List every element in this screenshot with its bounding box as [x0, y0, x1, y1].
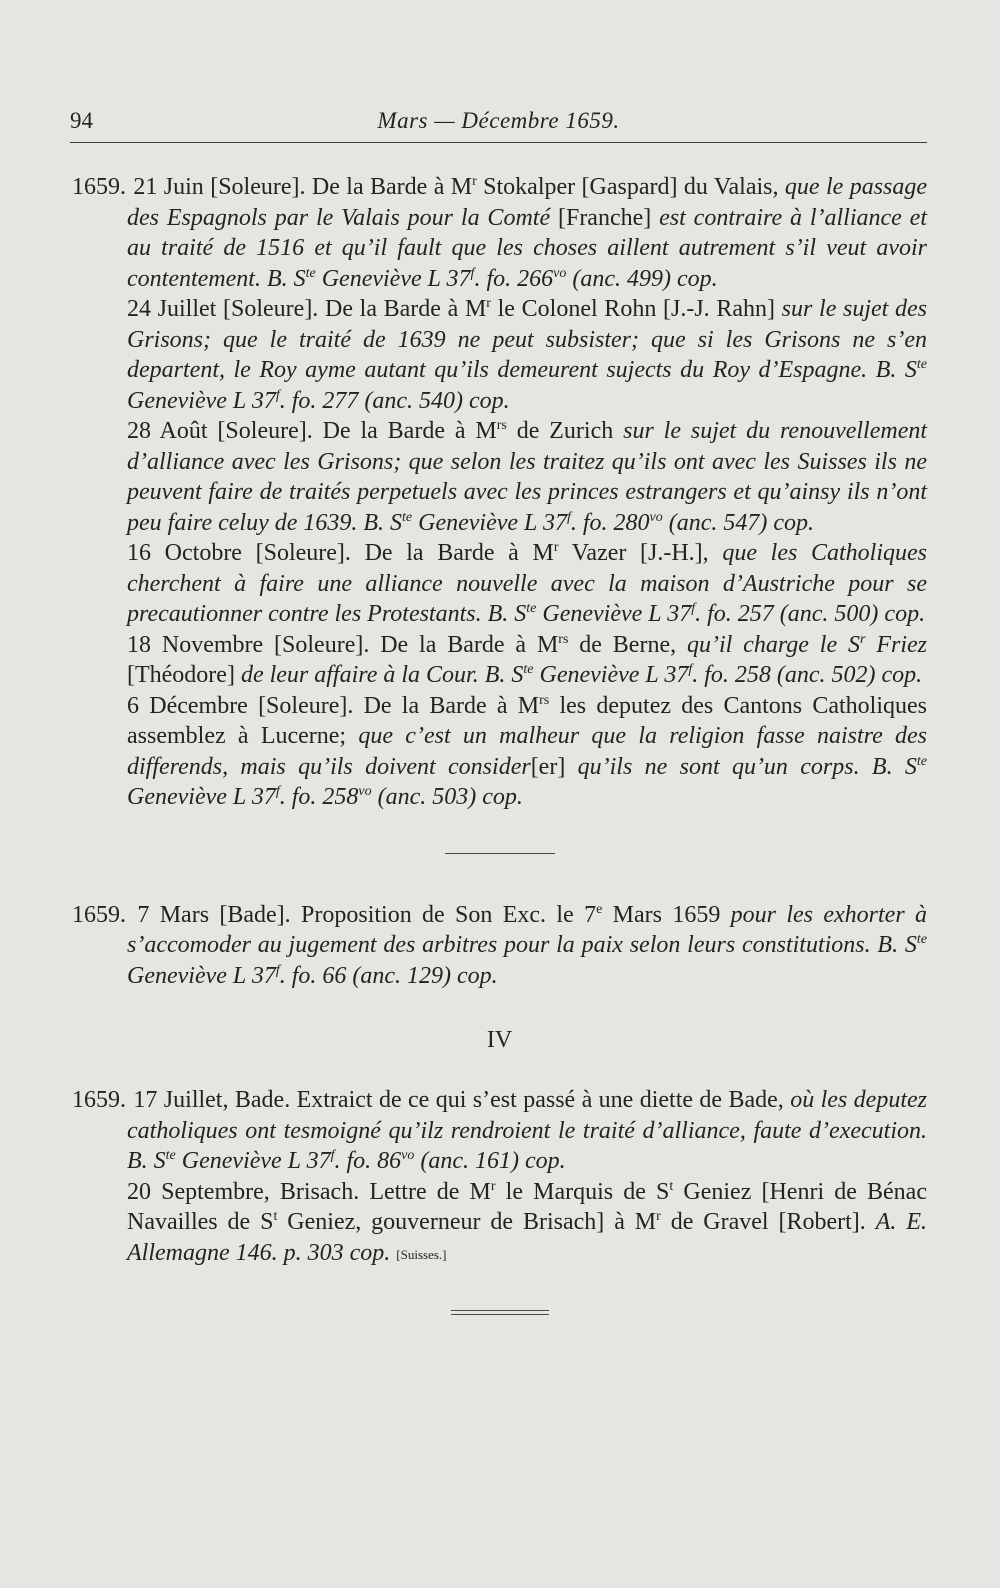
entry-summary: . fo. 266 [474, 265, 554, 292]
superscript: f [330, 1148, 335, 1163]
superscript: t [273, 1209, 278, 1224]
entry-summary: est contraire à l’alliance et au traité de 1516 et qu’il fault que les choses aillent autrement s’il veut avoir contentement. B. S [127, 204, 928, 292]
entry-1659-07-24 [72, 294, 927, 416]
entry-summary: de leur affaire à la Cour. B. S [240, 662, 524, 688]
entry-summary: . fo. 277 (anc. 540) cop. [279, 387, 510, 414]
superscript: vo [401, 1148, 415, 1163]
entry-summary: sur le sujet du renouvellement d’alliance avec les Grisons; que selon les traitez qu’ils ont avec les Suisses ils ne peuvent faire de traités perpetuels avec les princes estrangers et qu’ainsy ils n’ont peu faire celuy de 1639. B. S [127, 418, 928, 536]
entry-1659-07-17 [72, 1085, 927, 1177]
entry-summary: . fo. 280 [570, 509, 650, 536]
superscript: f [275, 784, 280, 799]
entry-note: [Franche] [550, 204, 660, 231]
entry-summary: . fo. 258 (anc. 502) cop. [692, 662, 923, 688]
entry-year: 1659. [72, 901, 126, 928]
entry-summary: sur le sujet des Grisons; que le traité de 1639 ne peut subsister; que si les Grisons ne s’en departent, le Roy ayme autant qu’ils demeurent sujects du Roy d’Espagne. B. S [127, 296, 928, 383]
section-3 [72, 1085, 927, 1270]
entry-summary: (anc. 503) cop. [371, 784, 523, 810]
section-2 [72, 900, 927, 992]
page-body [72, 172, 927, 1318]
entry-heading: le Marquis de S [495, 1178, 670, 1205]
entry-summary: . fo. 258 [279, 784, 359, 810]
entry-1659-09-20 [72, 1177, 927, 1271]
superscript: rs [496, 418, 507, 433]
entry-heading: 17 Juillet, Bade. Extraict de ce qui s’est passé à une diette de Bade, [133, 1087, 784, 1113]
entry-year: 1659. [72, 1087, 126, 1113]
section-divider [445, 853, 555, 854]
entry-1659-08-28 [72, 416, 927, 538]
entry-heading: Vazer [J.-H.], [558, 540, 723, 566]
superscript: vo [553, 265, 567, 281]
entry-heading: 21 Juin [Soleure]. De la Barde à M [133, 174, 473, 200]
superscript: r [860, 631, 866, 647]
entry-heading: Geniez, gouverneur de Brisach] à M [277, 1209, 657, 1235]
entry-heading: 6 Décembre [Soleure]. De la Barde à M [127, 692, 540, 719]
superscript: rs [539, 692, 550, 708]
entry-summary: Geneviève L 37 [175, 1148, 331, 1174]
superscript: r [486, 296, 491, 311]
superscript: te [523, 662, 534, 677]
superscript: f [275, 962, 280, 978]
entry-year: 1659. [72, 174, 126, 200]
superscript: te [916, 753, 927, 769]
section-1 [72, 172, 927, 813]
entry-heading: Mars 1659 [602, 901, 731, 928]
entry-note: [er] [530, 753, 566, 780]
entry-summary: qu’ils ne sont qu’un corps. B. S [565, 753, 917, 780]
entry-heading: 18 Novembre [Soleure]. De la Barde à M [127, 631, 559, 658]
entry-summary: (anc. 547) cop. [662, 509, 815, 536]
entry-heading: 20 Septembre, Brisach. Lettre de M [127, 1178, 491, 1205]
superscript: f [688, 662, 693, 677]
entry-summary: Friez [865, 631, 927, 658]
entry-1659-11-18 [72, 630, 927, 691]
entry-summary: . fo. 66 (anc. 129) cop. [279, 962, 498, 989]
entry-summary: Geneviève L 37 [127, 784, 276, 810]
entry-summary: . fo. 257 (anc. 500) cop. [695, 601, 926, 627]
entry-summary: Geneviève L 37 [533, 662, 689, 688]
entry-summary: Geneviève L 37 [315, 265, 471, 292]
superscript: f [470, 265, 475, 281]
entry-heading: 28 Août [Soleure]. De la Barde à M [127, 418, 497, 444]
end-divider [451, 1310, 549, 1315]
end-divider-rule [451, 1310, 549, 1311]
superscript: f [275, 387, 280, 403]
entry-heading: de Zurich [506, 418, 624, 444]
superscript: e [596, 901, 603, 917]
entry-1659-12-06 [72, 691, 927, 813]
superscript: te [305, 265, 316, 281]
entry-heading: de Gravel [Robert]. [660, 1209, 876, 1235]
superscript: f [691, 601, 696, 616]
superscript: vo [358, 784, 372, 799]
superscript: r [553, 540, 559, 555]
superscript: t [669, 1178, 674, 1194]
entry-1659-10-16 [72, 538, 927, 630]
entry-summary: pour les exhorter à s’accomoder au jugement des arbitres pour la paix selon leurs constitutions. B. S [127, 901, 928, 958]
superscript: te [526, 601, 537, 616]
entry-summary: où les deputez catholiques ont tesmoigné qu’ilz rendroient le traité d’alliance, faute d’execution. B. S [127, 1087, 927, 1174]
entry-summary: Geneviève L 37 [536, 601, 692, 627]
entry-1659-03-07 [72, 900, 927, 992]
entry-heading: Stokalper [Gaspard] du Valais, [476, 174, 779, 200]
entry-1659-06-21 [72, 172, 927, 294]
superscript: vo [649, 509, 663, 525]
end-divider-rule [451, 1314, 549, 1315]
entry-note: [Suisses.] [396, 1246, 447, 1262]
entry-summary: que le passage des Espagnols par le Valais pour la Comté [127, 174, 928, 231]
entry-heading: 16 Octobre [Soleure]. De la Barde à M [127, 540, 554, 566]
superscript: te [916, 357, 927, 372]
superscript: r [656, 1209, 661, 1224]
superscript: r [472, 174, 477, 189]
entry-heading: le Colonel Rohn [J.-J. Rahn] [490, 296, 782, 322]
entry-heading: de Berne, [568, 631, 687, 658]
entry-summary: . fo. 86 [334, 1148, 402, 1174]
entry-summary: Geneviève L 37 [127, 387, 276, 414]
superscript: r [490, 1178, 496, 1194]
superscript: te [165, 1148, 176, 1163]
entry-summary: (anc. 499) cop. [566, 265, 718, 292]
running-head [70, 108, 927, 143]
entry-summary: (anc. 161) cop. [414, 1148, 566, 1174]
entry-heading: 24 Juillet [Soleure]. De la Barde à M [127, 296, 487, 322]
superscript: te [402, 509, 413, 525]
superscript: te [916, 932, 927, 947]
entry-heading: les deputez des Cantons Catholiques assemblez à Lucerne; [127, 692, 928, 749]
superscript: f [566, 509, 571, 525]
entry-note: [Théodore] [127, 662, 241, 688]
entry-heading: 7 Mars [Bade]. Proposition de Son Exc. le 7 [137, 901, 597, 928]
section-number: IV [486, 1027, 513, 1053]
entry-summary: Geneviève L 37 [127, 962, 276, 989]
entry-heading: Geniez [Henri de Bénac Navailles de S [127, 1178, 927, 1235]
running-title: Mars — Décembre 1659. [377, 108, 620, 133]
entry-summary: que les Catholiques cherchent à faire une alliance nouvelle avec la maison d’Austriche pour se precautionner contre les Protestants. B. S [127, 540, 927, 627]
page-number: 94 [70, 108, 93, 133]
superscript: rs [558, 631, 569, 647]
entry-summary: que c’est un malheur que la religion fasse naistre des differends, mais qu’ils doivent consider [127, 723, 927, 780]
entry-summary: A. E. Allemagne 146. p. 303 cop. [127, 1209, 927, 1266]
entry-summary: qu’il charge le S [686, 631, 860, 658]
entry-summary: Geneviève L 37 [412, 509, 567, 536]
